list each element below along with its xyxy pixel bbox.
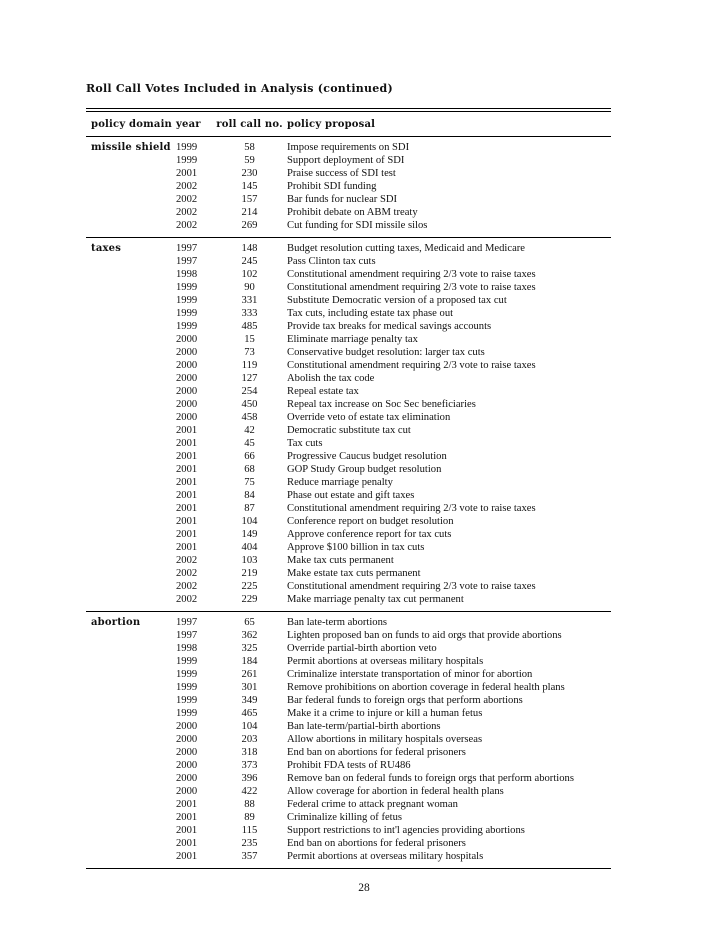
year-cell: 1998 <box>176 269 198 280</box>
roll-call-cell: 396 <box>241 773 258 784</box>
year-cell: 1999 <box>176 695 198 706</box>
policy-proposal-cell: Reduce marriage penalty <box>287 477 393 488</box>
policy-domain-cell <box>86 424 176 437</box>
policy-domain-cell <box>86 733 176 746</box>
roll-call-cell: 235 <box>241 838 258 849</box>
table-row <box>86 733 611 746</box>
year-cell: 2002 <box>176 194 198 205</box>
table-row <box>86 294 611 307</box>
policy-proposal-cell: Tax cuts <box>287 438 323 449</box>
year-cell: 1999 <box>176 708 198 719</box>
policy-domain-cell <box>86 359 176 372</box>
roll-call-cell: 59 <box>244 155 255 166</box>
roll-call-cell: 90 <box>244 282 255 293</box>
year-cell: 2002 <box>176 555 198 566</box>
policy-proposal-cell: Eliminate marriage penalty tax <box>287 334 418 345</box>
year-cell: 1999 <box>176 656 198 667</box>
policy-proposal-cell: GOP Study Group budget resolution <box>287 464 442 475</box>
table-row <box>86 515 611 528</box>
policy-domain-cell <box>86 346 176 359</box>
policy-domain-cell <box>86 411 176 424</box>
year-cell: 2001 <box>176 477 198 488</box>
policy-proposal-cell: Criminalize killing of fetus <box>287 812 403 823</box>
policy-proposal-cell: Permit abortions at overseas military hospitals <box>287 656 484 667</box>
roll-call-cell: 184 <box>241 656 258 667</box>
table-row <box>86 219 611 232</box>
policy-domain-cell <box>86 629 176 642</box>
table-row <box>86 268 611 281</box>
policy-proposal-cell: Constitutional amendment requiring 2/3 vote to raise taxes <box>287 503 536 514</box>
policy-proposal-cell: Override partial-birth abortion veto <box>287 643 437 654</box>
policy-proposal-cell: End ban on abortions for federal prisoners <box>287 838 466 849</box>
policy-domain-cell <box>86 515 176 528</box>
policy-proposal-cell: Substitute Democratic version of a proposed tax cut <box>287 295 507 306</box>
roll-call-cell: 58 <box>244 142 255 153</box>
policy-domain-cell: taxes <box>91 243 122 254</box>
year-cell: 1999 <box>176 669 198 680</box>
roll-call-cell: 261 <box>241 669 258 680</box>
policy-proposal-cell: Remove prohibitions on abortion coverage in federal health plans <box>287 682 565 693</box>
policy-domain-cell <box>86 567 176 580</box>
table-row <box>86 333 611 346</box>
year-cell: 2000 <box>176 360 198 371</box>
year-cell: 1999 <box>176 308 198 319</box>
roll-call-cell: 65 <box>244 617 255 628</box>
roll-call-cell: 149 <box>241 529 258 540</box>
policy-proposal-cell: Democratic substitute tax cut <box>287 425 411 436</box>
roll-call-cell: 127 <box>241 373 258 384</box>
policy-proposal-cell: Make marriage penalty tax cut permanent <box>287 594 464 605</box>
policy-domain-cell <box>86 476 176 489</box>
year-cell: 2001 <box>176 529 198 540</box>
policy-proposal-cell: Approve $100 billion in tax cuts <box>287 542 425 553</box>
roll-call-cell: 42 <box>244 425 255 436</box>
roll-call-cell: 269 <box>241 220 258 231</box>
year-cell: 2000 <box>176 386 198 397</box>
roll-call-cell: 115 <box>241 825 258 836</box>
policy-domain-cell <box>86 681 176 694</box>
year-cell: 2002 <box>176 568 198 579</box>
policy-proposal-cell: Allow coverage for abortion in federal health plans <box>287 786 504 797</box>
header-year: year <box>176 118 201 130</box>
policy-domain-cell <box>86 294 176 307</box>
policy-proposal-cell: Impose requirements on SDI <box>287 142 410 153</box>
policy-proposal-cell: Phase out estate and gift taxes <box>287 490 415 501</box>
policy-proposal-cell: Cut funding for SDI missile silos <box>287 220 428 231</box>
policy-proposal-cell: Budget resolution cutting taxes, Medicaid and Medicare <box>287 243 525 254</box>
policy-proposal-cell: Repeal estate tax <box>287 386 359 397</box>
policy-proposal-cell: Constitutional amendment requiring 2/3 vote to raise taxes <box>287 360 536 371</box>
table-row <box>86 720 611 733</box>
roll-call-cell: 301 <box>241 682 258 693</box>
table-row <box>86 206 611 219</box>
policy-proposal-cell: Conference report on budget resolution <box>287 516 454 527</box>
policy-domain-cell <box>86 772 176 785</box>
roll-call-cell: 362 <box>241 630 258 641</box>
year-cell: 2000 <box>176 760 198 771</box>
year-cell: 1999 <box>176 682 198 693</box>
year-cell: 1997 <box>176 630 198 641</box>
roll-call-cell: 245 <box>241 256 258 267</box>
table-row <box>86 372 611 385</box>
year-cell: 2002 <box>176 581 198 592</box>
policy-domain-cell <box>86 450 176 463</box>
roll-call-cell: 230 <box>241 168 258 179</box>
year-cell: 2001 <box>176 438 198 449</box>
policy-domain-cell <box>86 372 176 385</box>
policy-proposal-cell: Constitutional amendment requiring 2/3 vote to raise taxes <box>287 282 536 293</box>
policy-proposal-cell: Bar federal funds to foreign orgs that perform abortions <box>287 695 523 706</box>
table-row <box>86 785 611 798</box>
policy-proposal-cell: Prohibit FDA tests of RU486 <box>287 760 411 771</box>
table-row <box>86 655 611 668</box>
policy-domain-cell <box>86 463 176 476</box>
policy-proposal-cell: End ban on abortions for federal prisoners <box>287 747 466 758</box>
roll-call-cell: 422 <box>241 786 258 797</box>
year-cell: 2000 <box>176 747 198 758</box>
table-caption: Roll Call Votes Included in Analysis (continued) <box>86 82 393 95</box>
roll-call-cell: 373 <box>241 760 258 771</box>
table-row <box>86 424 611 437</box>
policy-proposal-cell: Approve conference report for tax cuts <box>287 529 452 540</box>
roll-call-cell: 145 <box>241 181 258 192</box>
year-cell: 1999 <box>176 321 198 332</box>
table-row <box>86 837 611 850</box>
policy-proposal-cell: Allow abortions in military hospitals overseas <box>287 734 483 745</box>
roll-call-cell: 104 <box>241 721 258 732</box>
policy-domain-cell <box>86 219 176 232</box>
policy-domain-cell <box>86 180 176 193</box>
roll-call-cell: 102 <box>241 269 258 280</box>
year-cell: 2001 <box>176 425 198 436</box>
year-cell: 1997 <box>176 256 198 267</box>
year-cell: 1999 <box>176 295 198 306</box>
year-cell: 2002 <box>176 181 198 192</box>
roll-call-cell: 325 <box>241 643 258 654</box>
table-row <box>86 385 611 398</box>
year-cell: 2000 <box>176 773 198 784</box>
header-roll-call-no: roll call no. <box>216 118 283 130</box>
policy-domain-cell <box>86 824 176 837</box>
roll-call-cell: 148 <box>241 243 258 254</box>
table-row <box>86 489 611 502</box>
policy-proposal-cell: Make tax cuts permanent <box>287 555 394 566</box>
year-cell: 2002 <box>176 207 198 218</box>
policy-domain-cell <box>86 668 176 681</box>
policy-proposal-cell: Praise success of SDI test <box>287 168 396 179</box>
roll-call-cell: 203 <box>241 734 258 745</box>
table-row <box>86 320 611 333</box>
policy-domain-cell <box>86 268 176 281</box>
policy-proposal-cell: Prohibit debate on ABM treaty <box>287 207 418 218</box>
roll-call-cell: 68 <box>244 464 255 475</box>
table-row <box>86 567 611 580</box>
year-cell: 1998 <box>176 643 198 654</box>
policy-domain-cell <box>86 307 176 320</box>
roll-call-cell: 15 <box>244 334 255 345</box>
table-row <box>86 850 611 863</box>
policy-domain-cell <box>86 580 176 593</box>
policy-domain-cell <box>86 333 176 346</box>
roll-call-cell: 349 <box>241 695 258 706</box>
table-row <box>86 528 611 541</box>
roll-call-cell: 219 <box>241 568 258 579</box>
section-taxes <box>86 238 611 611</box>
policy-domain-cell <box>86 541 176 554</box>
roll-call-cell: 214 <box>241 207 258 218</box>
table-row <box>86 281 611 294</box>
year-cell: 2000 <box>176 721 198 732</box>
table-row <box>86 141 611 154</box>
policy-domain-cell <box>86 593 176 606</box>
policy-proposal-cell: Ban late-term abortions <box>287 617 388 628</box>
table-row <box>86 307 611 320</box>
year-cell: 1999 <box>176 282 198 293</box>
roll-call-cell: 66 <box>244 451 255 462</box>
roll-call-cell: 318 <box>241 747 258 758</box>
table-row <box>86 824 611 837</box>
roll-call-cell: 465 <box>241 708 258 719</box>
policy-domain-cell: abortion <box>91 617 141 628</box>
table-row <box>86 694 611 707</box>
table-row <box>86 707 611 720</box>
table-row <box>86 180 611 193</box>
policy-domain-cell <box>86 320 176 333</box>
policy-proposal-cell: Constitutional amendment requiring 2/3 vote to raise taxes <box>287 269 536 280</box>
policy-proposal-cell: Prohibit SDI funding <box>287 181 377 192</box>
policy-domain-cell <box>86 193 176 206</box>
table-row <box>86 580 611 593</box>
year-cell: 2001 <box>176 838 198 849</box>
policy-domain-cell <box>86 837 176 850</box>
table-row <box>86 411 611 424</box>
table-header-row <box>86 112 611 136</box>
table-row <box>86 554 611 567</box>
roll-call-cell: 73 <box>244 347 255 358</box>
policy-proposal-cell: Progressive Caucus budget resolution <box>287 451 447 462</box>
policy-domain-cell <box>86 707 176 720</box>
roll-call-cell: 84 <box>244 490 255 501</box>
year-cell: 2001 <box>176 799 198 810</box>
policy-domain-cell <box>86 281 176 294</box>
table-row <box>86 359 611 372</box>
roll-call-cell: 331 <box>241 295 258 306</box>
table-row <box>86 629 611 642</box>
policy-domain-cell <box>86 489 176 502</box>
table-row <box>86 593 611 606</box>
year-cell: 1999 <box>176 155 198 166</box>
year-cell: 2001 <box>176 825 198 836</box>
table-row <box>86 154 611 167</box>
year-cell: 2001 <box>176 542 198 553</box>
policy-domain-cell <box>86 746 176 759</box>
section-missile-shield <box>86 137 611 237</box>
policy-proposal-cell: Permit abortions at overseas military hospitals <box>287 851 484 862</box>
table-row <box>86 346 611 359</box>
roll-call-cell: 45 <box>244 438 255 449</box>
policy-proposal-cell: Remove ban on federal funds to foreign orgs that perform abortions <box>287 773 574 784</box>
policy-domain-cell <box>86 798 176 811</box>
policy-proposal-cell: Repeal tax increase on Soc Sec beneficiaries <box>287 399 476 410</box>
year-cell: 2000 <box>176 412 198 423</box>
policy-proposal-cell: Lighten proposed ban on funds to aid orgs that provide abortions <box>287 630 562 641</box>
roll-call-cell: 254 <box>241 386 258 397</box>
year-cell: 2000 <box>176 786 198 797</box>
table-row <box>86 642 611 655</box>
year-cell: 2002 <box>176 594 198 605</box>
policy-domain-cell <box>86 167 176 180</box>
roll-call-cell: 104 <box>241 516 258 527</box>
year-cell: 2001 <box>176 464 198 475</box>
year-cell: 2000 <box>176 373 198 384</box>
policy-domain-cell <box>86 554 176 567</box>
policy-domain-cell <box>86 655 176 668</box>
policy-domain-cell <box>86 694 176 707</box>
table-row <box>86 437 611 450</box>
section-abortion <box>86 612 611 868</box>
year-cell: 2001 <box>176 516 198 527</box>
page-number: 28 <box>358 882 370 894</box>
table-row <box>86 811 611 824</box>
roll-call-cell: 458 <box>241 412 258 423</box>
policy-proposal-cell: Support deployment of SDI <box>287 155 405 166</box>
policy-domain-cell <box>86 720 176 733</box>
table-bottom-rule <box>86 868 611 869</box>
year-cell: 1999 <box>176 142 198 153</box>
table-row <box>86 746 611 759</box>
table-body <box>86 136 611 869</box>
roll-call-cell: 88 <box>244 799 255 810</box>
table-row <box>86 616 611 629</box>
table-row <box>86 255 611 268</box>
roll-call-table <box>86 108 611 869</box>
policy-domain-cell <box>86 811 176 824</box>
policy-proposal-cell: Make it a crime to injure or kill a human fetus <box>287 708 483 719</box>
table-row <box>86 450 611 463</box>
year-cell: 2001 <box>176 451 198 462</box>
table-row <box>86 681 611 694</box>
table-row <box>86 759 611 772</box>
year-cell: 2001 <box>176 168 198 179</box>
policy-proposal-cell: Ban late-term/partial-birth abortions <box>287 721 441 732</box>
table-row <box>86 193 611 206</box>
policy-domain-cell <box>86 255 176 268</box>
policy-proposal-cell: Tax cuts, including estate tax phase out <box>287 308 454 319</box>
policy-domain-cell <box>86 502 176 515</box>
roll-call-cell: 75 <box>244 477 255 488</box>
table-row <box>86 772 611 785</box>
policy-domain-cell <box>86 850 176 863</box>
policy-proposal-cell: Criminalize interstate transportation of minor for abortion <box>287 669 533 680</box>
table-row <box>86 541 611 554</box>
year-cell: 2000 <box>176 334 198 345</box>
policy-domain-cell <box>86 154 176 167</box>
policy-domain-cell <box>86 642 176 655</box>
table-row <box>86 463 611 476</box>
year-cell: 2001 <box>176 851 198 862</box>
policy-proposal-cell: Bar funds for nuclear SDI <box>287 194 398 205</box>
policy-domain-cell <box>86 398 176 411</box>
policy-proposal-cell: Provide tax breaks for medical savings accounts <box>287 321 492 332</box>
year-cell: 2001 <box>176 503 198 514</box>
policy-proposal-cell: Pass Clinton tax cuts <box>287 256 376 267</box>
policy-proposal-cell: Federal crime to attack pregnant woman <box>287 799 458 810</box>
roll-call-cell: 450 <box>241 399 258 410</box>
roll-call-cell: 157 <box>241 194 258 205</box>
table-row <box>86 167 611 180</box>
policy-domain-cell <box>86 785 176 798</box>
table-row <box>86 476 611 489</box>
roll-call-cell: 485 <box>241 321 258 332</box>
policy-domain-cell <box>86 206 176 219</box>
roll-call-cell: 87 <box>244 503 255 514</box>
year-cell: 2001 <box>176 812 198 823</box>
policy-domain-cell <box>86 759 176 772</box>
year-cell: 2000 <box>176 734 198 745</box>
table-row <box>86 668 611 681</box>
table-row <box>86 242 611 255</box>
policy-domain-cell <box>86 528 176 541</box>
header-policy-proposal: policy proposal <box>287 118 376 130</box>
roll-call-cell: 404 <box>241 542 258 553</box>
roll-call-cell: 89 <box>244 812 255 823</box>
year-cell: 2000 <box>176 399 198 410</box>
policy-domain-cell: missile shield <box>91 142 171 153</box>
policy-proposal-cell: Support restrictions to int'l agencies providing abortions <box>287 825 525 836</box>
policy-proposal-cell: Abolish the tax code <box>287 373 375 384</box>
header-policy-domain: policy domain <box>91 118 173 130</box>
year-cell: 2001 <box>176 490 198 501</box>
roll-call-cell: 229 <box>241 594 258 605</box>
table-row <box>86 398 611 411</box>
roll-call-cell: 103 <box>241 555 258 566</box>
policy-proposal-cell: Make estate tax cuts permanent <box>287 568 421 579</box>
table-row <box>86 502 611 515</box>
roll-call-cell: 225 <box>241 581 258 592</box>
year-cell: 2002 <box>176 220 198 231</box>
year-cell: 1997 <box>176 617 198 628</box>
policy-proposal-cell: Constitutional amendment requiring 2/3 vote to raise taxes <box>287 581 536 592</box>
policy-domain-cell <box>86 385 176 398</box>
roll-call-cell: 119 <box>241 360 258 371</box>
policy-proposal-cell: Override veto of estate tax elimination <box>287 412 451 423</box>
year-cell: 1997 <box>176 243 198 254</box>
roll-call-cell: 333 <box>241 308 258 319</box>
policy-domain-cell <box>86 437 176 450</box>
policy-proposal-cell: Conservative budget resolution: larger tax cuts <box>287 347 485 358</box>
table-row <box>86 798 611 811</box>
year-cell: 2000 <box>176 347 198 358</box>
roll-call-cell: 357 <box>241 851 258 862</box>
